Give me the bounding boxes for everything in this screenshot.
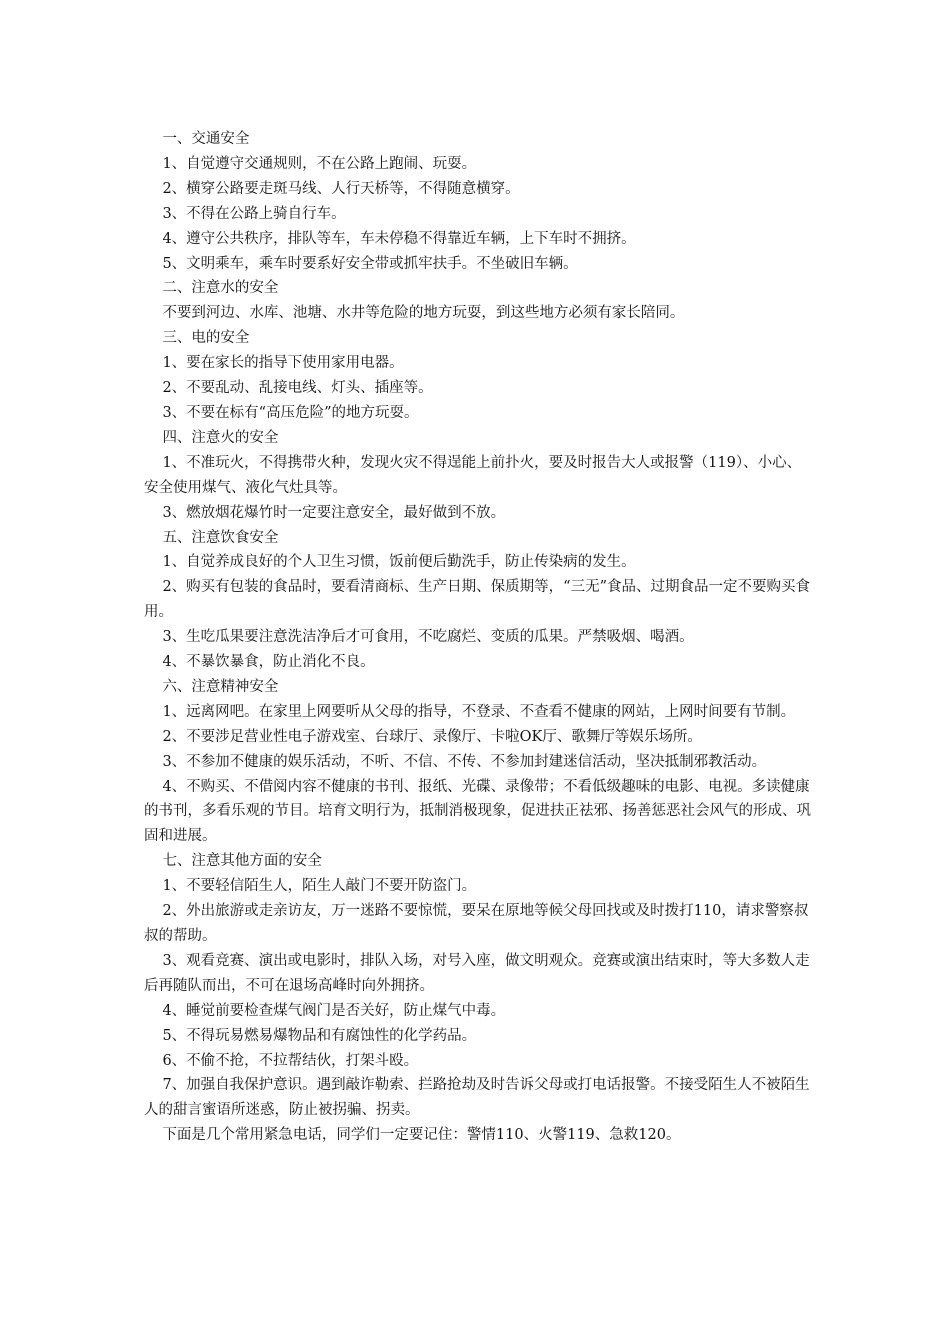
section-heading-electricity: 三、电的安全 (162, 330, 250, 347)
paragraph: 2、不要涉足营业性电子游戏室、台球厅、录像厅、卡啦OK厅、歌舞厅等娱乐场所。 (162, 728, 702, 745)
paragraph: 4、不购买、不借阅内容不健康的书刊、报纸、光碟、录像带；不看低级趣味的电影、电视。多读健康的书刊，多看乐观的节目。培育文明行为，抵制消极现象，促进扶正祛邪、扬善惩恶社会风气的形成、巩固和进展。 (144, 778, 811, 845)
section-heading-food: 五、注意饮食安全 (162, 529, 279, 546)
paragraph: 5、不得玩易燃易爆物品和有腐蚀性的化学药品。 (162, 1027, 477, 1044)
paragraph: 3、不得在公路上骑自行车。 (162, 205, 346, 222)
paragraph: 3、生吃瓜果要注意洗洁净后才可食用，不吃腐烂、变质的瓜果。严禁吸烟、喝酒。 (162, 629, 694, 646)
paragraph: 3、不要在标有“高压危险”的地方玩耍。 (162, 404, 419, 421)
document-body (144, 127, 814, 1148)
paragraph: 1、不准玩火，不得携带火种，发现火灾不得逞能上前扑火，要及时报告大人或报警（119）、小心、安全使用煤气、液化气灶具等。 (144, 454, 802, 496)
paragraph: 6、不偷不抢，不拉帮结伙，打架斗殴。 (162, 1052, 419, 1069)
paragraph: 4、不暴饮暴食，防止消化不良。 (162, 654, 375, 671)
paragraph: 4、睡觉前要检查煤气阀门是否关好，防止煤气中毒。 (162, 1002, 506, 1019)
paragraph: 2、外出旅游或走亲访友，万一迷路不要惊慌，要呆在原地等候父母回找或及时拨打110，请求警察叔叔的帮助。 (144, 903, 809, 944)
paragraph: 2、不要乱动、乱接电线、灯头、插座等。 (162, 380, 433, 397)
paragraph: 2、横穿公路要走斑马线、人行天桥等，不得随意横穿。 (162, 180, 520, 197)
paragraph: 1、自觉遵守交通规则，不在公路上跑闹、玩耍。 (162, 155, 477, 172)
paragraph: 1、自觉养成良好的个人卫生习惯，饭前便后勤洗手，防止传染病的发生。 (162, 554, 636, 571)
paragraph: 3、观看竞赛、演出或电影时，排队入场，对号入座，做文明观众。竞赛或演出结束时，等大多数人走后再随队而出，不可在退场高峰时向外拥挤。 (144, 952, 810, 994)
paragraph: 5、文明乘车，乘车时要系好安全带或抓牢扶手。不坐破旧车辆。 (162, 255, 578, 272)
paragraph: 4、遵守公共秩序，排队等车，车未停稳不得靠近车辆，上下车时不拥挤。 (162, 230, 636, 247)
paragraph: 7、加强自我保护意识。遇到敲诈勒索、拦路抢劫及时告诉父母或打电话报警。不接受陌生人不被陌生人的甜言蜜语所迷惑，防止被拐骗、拐卖。 (144, 1077, 810, 1119)
paragraph: 1、不要轻信陌生人，陌生人敲门不要开防盗门。 (162, 878, 477, 895)
paragraph: 1、远离网吧。在家里上网要听从父母的指导，不登录、不查看不健康的网站，上网时间要有节制。 (162, 703, 796, 720)
paragraph: 3、不参加不健康的娱乐活动，不听、不信、不传、不参加封建迷信活动，坚决抵制邪教活动。 (162, 753, 767, 770)
emergency-numbers: 下面是几个常用紧急电话，同学们一定要记住：警情110、火警119、急救120。 (162, 1127, 681, 1144)
paragraph: 1、要在家长的指导下使用家用电器。 (162, 355, 404, 372)
section-heading-mental: 六、注意精神安全 (162, 678, 279, 695)
paragraph: 3、燃放烟花爆竹时一定要注意安全，最好做到不放。 (162, 504, 506, 521)
section-heading-fire: 四、注意火的安全 (162, 429, 279, 446)
section-heading-other: 七、注意其他方面的安全 (162, 853, 322, 870)
section-heading-water: 二、注意水的安全 (162, 280, 279, 297)
paragraph: 不要到河边、水库、池塘、水井等危险的地方玩耍，到这些地方必须有家长陪同。 (162, 305, 685, 322)
paragraph: 2、购买有包装的食品时，要看清商标、生产日期、保质期等，“三无”食品、过期食品一定不要购买食用。 (144, 579, 810, 621)
section-heading-traffic: 一、交通安全 (162, 131, 250, 147)
